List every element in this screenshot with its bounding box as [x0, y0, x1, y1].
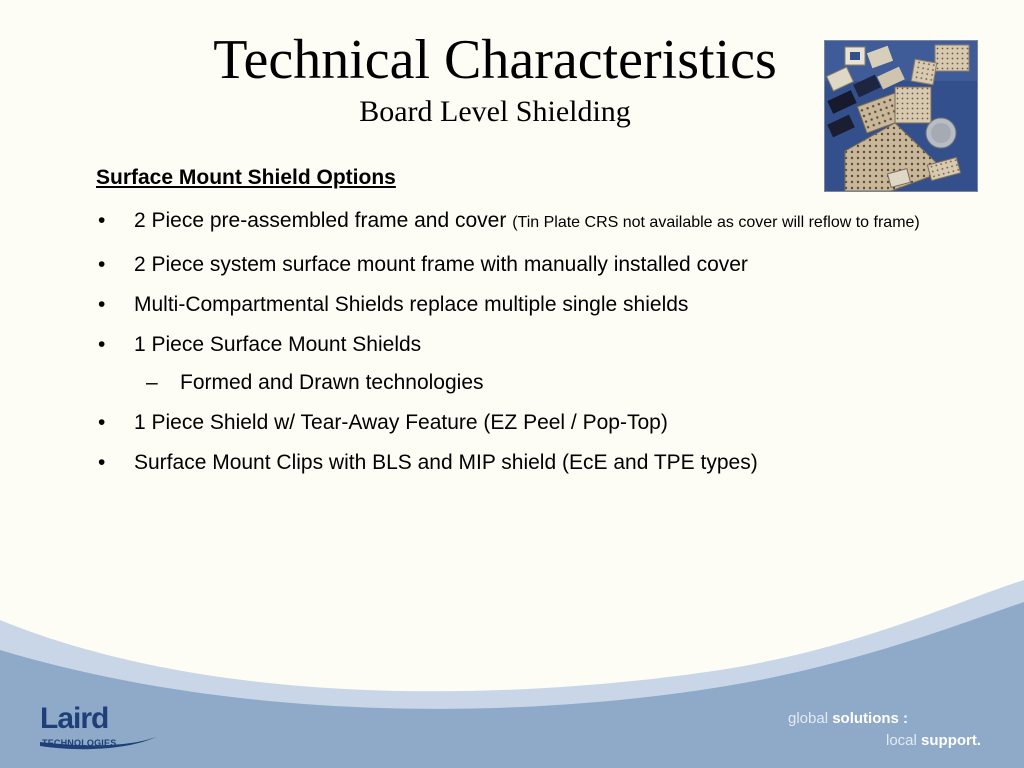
list-item: [96, 252, 976, 278]
laird-logo: [40, 702, 164, 758]
tagline-support: support: [921, 732, 977, 749]
bullet-list: [96, 208, 976, 476]
slide-subtitle: Board Level Shielding: [359, 95, 631, 128]
tagline-line-2: [886, 732, 981, 749]
logo-name: Laird: [40, 702, 109, 735]
list-item: [96, 332, 976, 358]
dash-glyph: –: [146, 371, 158, 394]
list-item-text: 1 Piece Shield w/ Tear-Away Feature (EZ Peel / Pop-Top): [134, 411, 668, 434]
list-item-text: Formed and Drawn technologies: [180, 371, 484, 394]
bullet-glyph: •: [98, 451, 106, 474]
section-heading: Surface Mount Shield Options: [96, 166, 396, 189]
bullet-glyph: •: [98, 209, 106, 232]
tagline-solutions: solutions :: [832, 710, 909, 727]
bullet-glyph: •: [98, 411, 106, 434]
slide-body: [96, 164, 976, 476]
list-item-note: (Tin Plate CRS not available as cover will reflow to frame): [512, 214, 920, 231]
tagline-period: .: [976, 732, 982, 749]
list-item: [96, 410, 976, 436]
list-item: [96, 208, 976, 238]
list-item-text: 2 Piece system surface mount frame with manually installed cover: [134, 253, 748, 276]
tagline-local: local: [886, 732, 917, 749]
sub-list-item: [96, 370, 976, 396]
list-item: [96, 450, 976, 476]
list-item: [96, 292, 976, 318]
tagline-global: global: [788, 710, 829, 727]
list-item-text: 2 Piece pre-assembled frame and cover: [134, 209, 513, 232]
list-item-text: Multi-Compartmental Shields replace multiple single shields: [134, 293, 689, 316]
list-item-text: 1 Piece Surface Mount Shields: [134, 333, 422, 356]
bullet-glyph: •: [98, 293, 106, 316]
tagline: [788, 710, 1008, 754]
list-item-text: Surface Mount Clips with BLS and MIP shield (EcE and TPE types): [134, 451, 758, 474]
bullet-glyph: •: [98, 253, 106, 276]
bullet-glyph: •: [98, 333, 106, 356]
logo-subtext: TECHNOLOGIES: [42, 738, 117, 748]
tagline-line-1: [788, 710, 908, 727]
slide-title: Technical Characteristics: [213, 29, 777, 91]
